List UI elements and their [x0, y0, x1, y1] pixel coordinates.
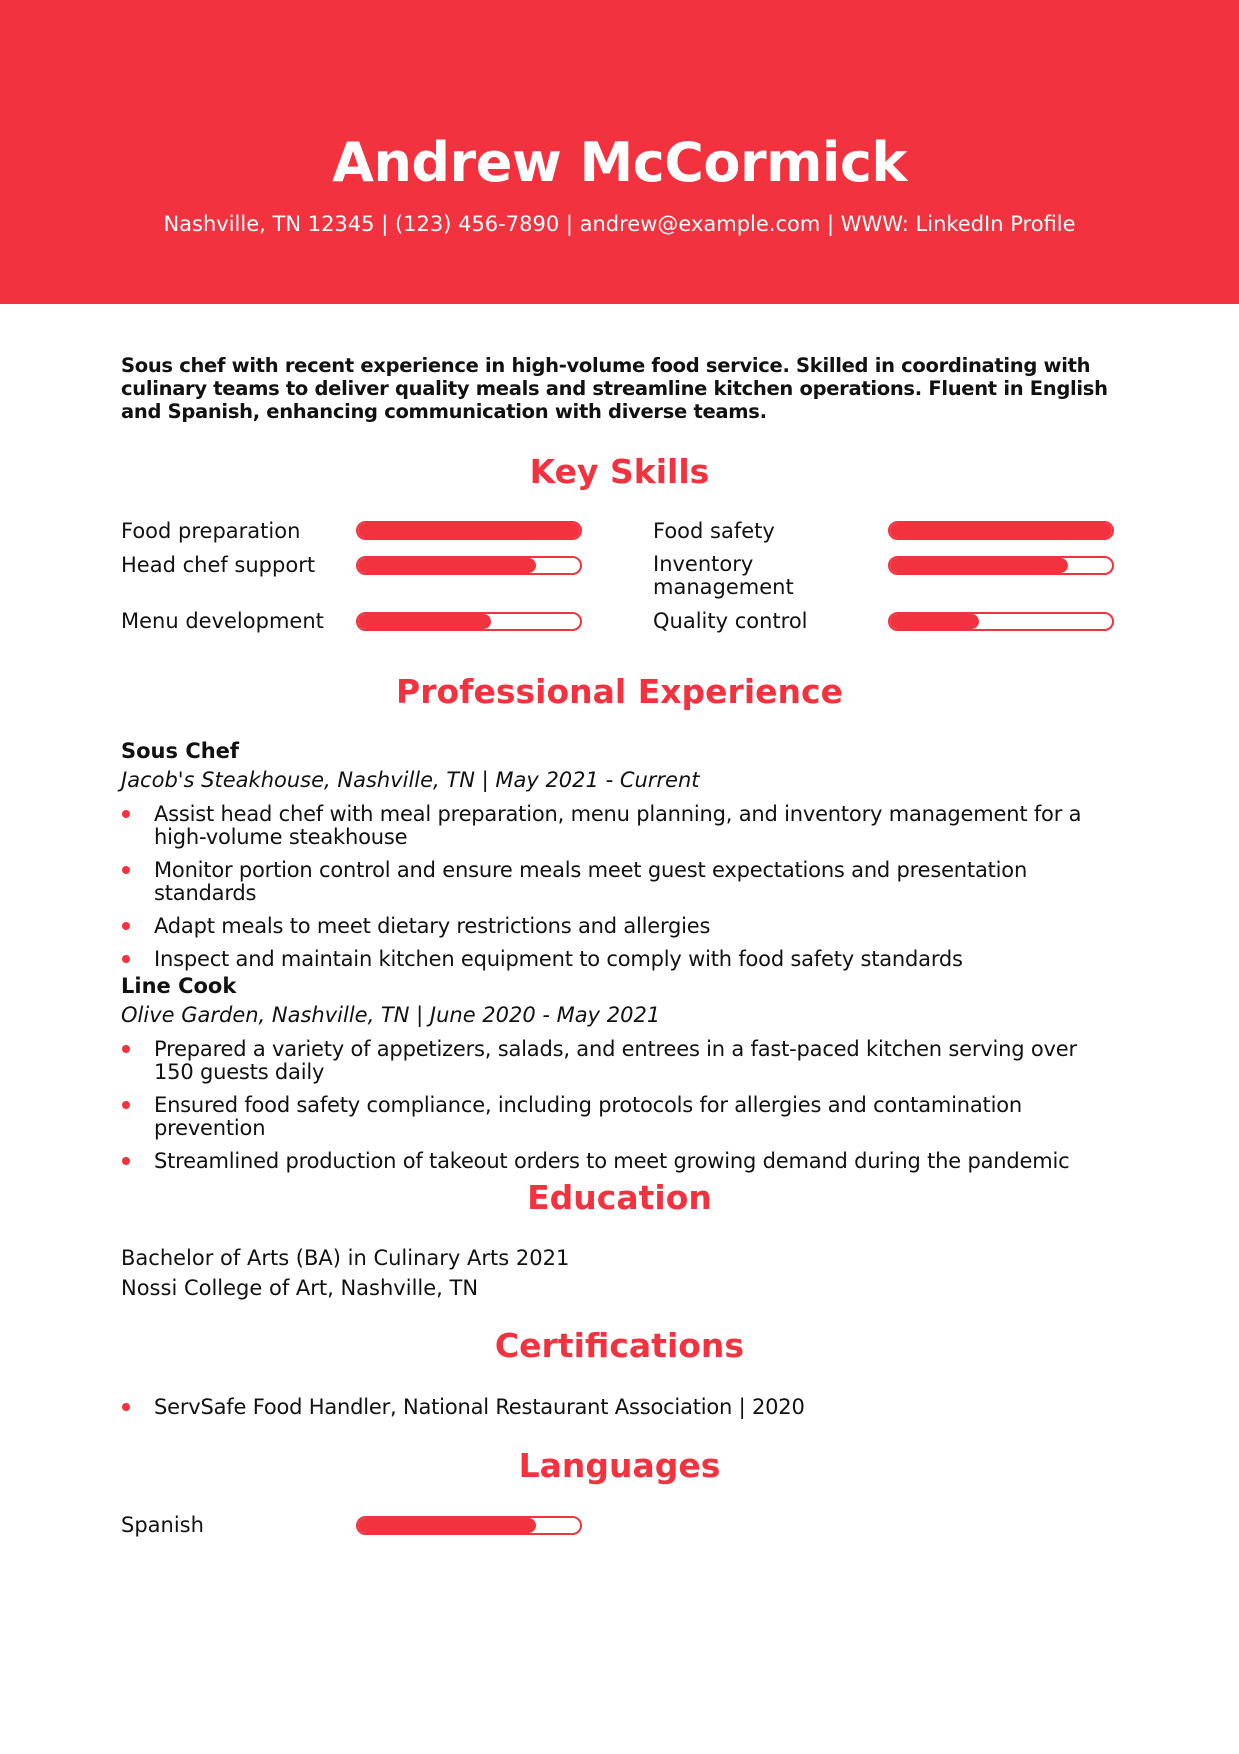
- job-title: Sous Chef: [121, 739, 240, 763]
- job-meta: Jacob's Steakhouse, Nashville, TN | May 2021 - Current: [121, 768, 700, 792]
- bullet-icon: [122, 1403, 130, 1411]
- contact-line: Nashville, TN 12345 | (123) 456-7890 | andrew@example.com | WWW: LinkedIn Profile: [163, 212, 1076, 236]
- bullet-icon: [122, 955, 130, 963]
- list-item: Adapt meals to meet dietary restrictions and allergies: [121, 915, 1111, 938]
- skill-bar: [888, 612, 1114, 631]
- list-item: Inspect and maintain kitchen equipment to comply with food safety standards: [121, 948, 1111, 971]
- language-bar: [356, 1516, 582, 1535]
- skill-bar: [356, 521, 582, 540]
- header-banner: [0, 0, 1239, 304]
- skill-label: Menu development: [121, 609, 324, 633]
- education-degree: Bachelor of Arts (BA) in Culinary Arts 2021: [121, 1246, 570, 1270]
- bullet-icon: [122, 922, 130, 930]
- list-item: Streamlined production of takeout orders to meet growing demand during the pandemic: [121, 1150, 1111, 1173]
- section-title-education: Education: [527, 1178, 712, 1217]
- skill-bar: [888, 556, 1114, 575]
- skill-label: Food preparation: [121, 519, 301, 543]
- bullet-icon: [122, 1101, 130, 1109]
- skill-label: Quality control: [653, 609, 808, 633]
- job-title: Line Cook: [121, 974, 237, 998]
- bullet-icon: [122, 866, 130, 874]
- bullet-icon: [122, 810, 130, 818]
- language-label: Spanish: [121, 1513, 204, 1537]
- section-title-experience: Professional Experience: [396, 672, 843, 711]
- section-title-certifications: Certifications: [494, 1326, 745, 1365]
- certification-list: [121, 1396, 1111, 1429]
- bullet-icon: [122, 1045, 130, 1053]
- skill-label: Head chef support: [121, 553, 316, 577]
- summary: Sous chef with recent experience in high-volume food service. Skilled in coordinating with culinary teams to deliver quality meals and streamline kitchen operations. Fluent in English and Spanish, enhancing communication with diverse teams.: [121, 354, 1108, 423]
- job-bullets: [121, 1038, 1111, 1183]
- section-title-languages: Languages: [518, 1446, 721, 1485]
- education-school: Nossi College of Art, Nashville, TN: [121, 1276, 479, 1300]
- list-item: Assist head chef with meal preparation, menu planning, and inventory management for a high-volume steakhouse: [121, 803, 1111, 849]
- list-item: Prepared a variety of appetizers, salads, and entrees in a fast-paced kitchen serving over 150 guests daily: [121, 1038, 1111, 1084]
- skill-bar: [888, 521, 1114, 540]
- skill-label: Inventory management: [653, 552, 794, 599]
- job-meta: Olive Garden, Nashville, TN | June 2020 - May 2021: [121, 1003, 661, 1027]
- list-item: Ensured food safety compliance, including protocols for allergies and contamination prevention: [121, 1094, 1111, 1140]
- skill-label: Food safety: [653, 519, 775, 543]
- list-item: ServSafe Food Handler, National Restaurant Association | 2020: [121, 1396, 1111, 1419]
- bullet-icon: [122, 1157, 130, 1165]
- candidate-name: Andrew McCormick: [332, 131, 907, 194]
- job-bullets: [121, 803, 1111, 981]
- list-item: Monitor portion control and ensure meals meet guest expectations and presentation standards: [121, 859, 1111, 905]
- skill-bar: [356, 612, 582, 631]
- section-title-skills: Key Skills: [529, 452, 710, 491]
- skill-bar: [356, 556, 582, 575]
